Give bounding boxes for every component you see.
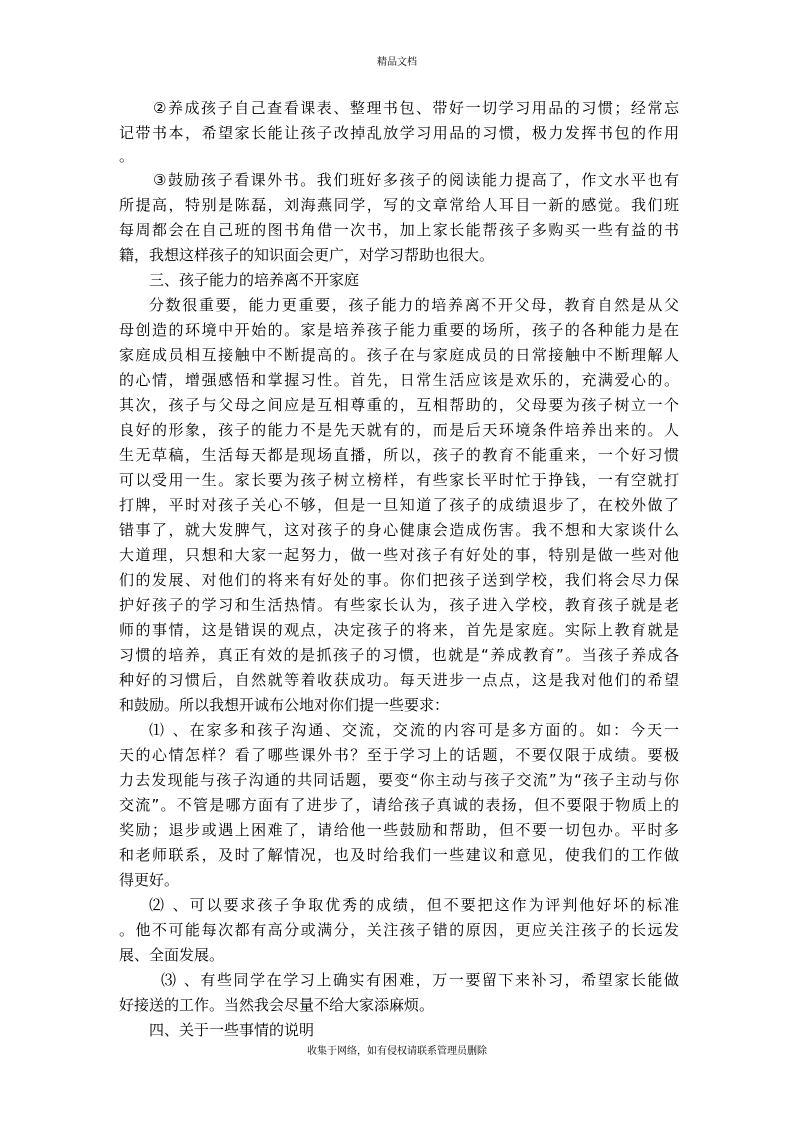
page-header: 精品文档 bbox=[377, 57, 417, 68]
text-line: 打牌，平时对孩子关心不够，但是一旦知道了孩子的成绩退步了，在校外做了 bbox=[119, 496, 679, 514]
text-line: 其次，孩子与父母之间应是互相尊重的，互相帮助的，父母要为孩子树立一个 bbox=[119, 396, 679, 414]
text-line: 籍，我想这样孩子的知识面会更广，对学习帮助也很大。 bbox=[119, 246, 495, 264]
text-line: 展、全面发展。 bbox=[119, 946, 225, 964]
text-line: ⑵ 、可以要求孩子争取优秀的成绩，但不要把这作为评判他好坏的标准 bbox=[149, 896, 679, 914]
text-line: 天的心情怎样？看了哪些课外书？至于学习上的话题，不要仅限于成绩。要极 bbox=[119, 746, 679, 764]
text-line: 所提高，特别是陈磊，刘海燕同学，写的文章常给人耳目一新的感觉。我们班 bbox=[119, 196, 679, 214]
text-line: 分数很重要，能力更重要，孩子能力的培养离不开父母，教育自然是从父 bbox=[149, 296, 679, 314]
text-line: 。他不可能每次都有高分或满分，关注孩子错的原因，更应关注孩子的长远发 bbox=[119, 921, 679, 939]
text-line: 种好的习惯后，自然就等着收获成功。每天进步一点点，这是我对他们的希望 bbox=[119, 671, 679, 689]
text-line: 和老师联系，及时了解情况，也及时给我们一些建议和意见，使我们的工作做 bbox=[119, 846, 679, 864]
text-line: 交流”。不管是哪方面有了进步了，请给孩子真诚的表扬，但不要限于物质上的 bbox=[119, 796, 679, 814]
text-line: 家庭成员相互接触中不断提高的。孩子在与家庭成员的日常接触中不断理解人 bbox=[119, 346, 679, 364]
text-line: 护好孩子的学习和生活热情。有些家长认为，孩子进入学校，教育孩子就是老 bbox=[119, 596, 679, 614]
text-line: ②养成孩子自己查看课表、整理书包、带好一切学习用品的习惯；经常忘 bbox=[153, 99, 679, 117]
text-line: 好接送的工作。当然我会尽量不给大家添麻烦。 bbox=[119, 996, 435, 1014]
text-line: ③鼓励孩子看课外书。我们班好多孩子的阅读能力提高了，作文水平也有 bbox=[153, 171, 679, 189]
text-line: ⑶ 、有些同学在学习上确实有困难，万一要留下来补习，希望家长能做 bbox=[161, 971, 679, 989]
section-heading: 四、关于一些事情的说明 bbox=[149, 1021, 315, 1039]
text-line: 母创造的环境中开始的。家是培养孩子能力重要的场所，孩子的各种能力是在 bbox=[119, 321, 679, 339]
text-line: ⑴ 、在家多和孩子沟通、交流，交流的内容可是多方面的。如：今天一 bbox=[149, 721, 679, 739]
text-line: 错事了，就大发脾气，这对孩子的身心健康会造成伤害。我不想和大家谈什么 bbox=[119, 521, 679, 539]
text-line: 良好的形象，孩子的能力不是先天就有的，而是后天环境条件培养出来的。人 bbox=[119, 421, 679, 439]
text-line: 大道理，只想和大家一起努力，做一些对孩子有好处的事，特别是做一些对他 bbox=[119, 546, 679, 564]
text-line: 们的发展、对他们的将来有好处的事。你们把孩子送到学校，我们将会尽力保 bbox=[119, 571, 679, 589]
document-body bbox=[119, 96, 679, 1043]
page-footer: 收集于网络，如有侵权请联系管理员删除 bbox=[307, 1046, 487, 1057]
text-line: 生无草稿，生活每天都是现场直播，所以，孩子的教育不能重来，一个好习惯 bbox=[119, 446, 679, 464]
text-line: 每周都会在自己班的图书角借一次书，加上家长能帮孩子多购买一些有益的书 bbox=[119, 221, 679, 239]
text-line: 的心情，增强感悟和掌握习性。首先，日常生活应该是欢乐的，充满爱心的。 bbox=[119, 371, 679, 389]
text-line: 可以受用一生。家长要为孩子树立榜样，有些家长平时忙于挣钱，一有空就打 bbox=[119, 471, 679, 489]
text-line: 得更好。 bbox=[119, 871, 180, 889]
text-line: 记带书本，希望家长能让孩子改掉乱放学习用品的习惯，极力发挥书包的作用 bbox=[119, 124, 679, 142]
text-line: 师的事情，这是错误的观点，决定孩子的将来，首先是家庭。实际上教育就是 bbox=[119, 621, 679, 639]
text-line: 。 bbox=[119, 147, 135, 165]
section-heading: 三、孩子能力的培养离不开家庭 bbox=[149, 271, 360, 289]
text-line: 习惯的培养，真正有效的是抓孩子的习惯，也就是“养成教育”。当孩子养成各 bbox=[119, 646, 679, 664]
text-line: 奖励；退步或遇上困难了，请给他一些鼓励和帮助，但不要一切包办。平时多 bbox=[119, 821, 679, 839]
text-line: 力去发现能与孩子沟通的共同话题，要变“你主动与孩子交流”为“孩子主动与你 bbox=[119, 771, 679, 789]
text-line: 和鼓励。所以我想开诚布公地对你们提一些要求： bbox=[119, 696, 450, 714]
